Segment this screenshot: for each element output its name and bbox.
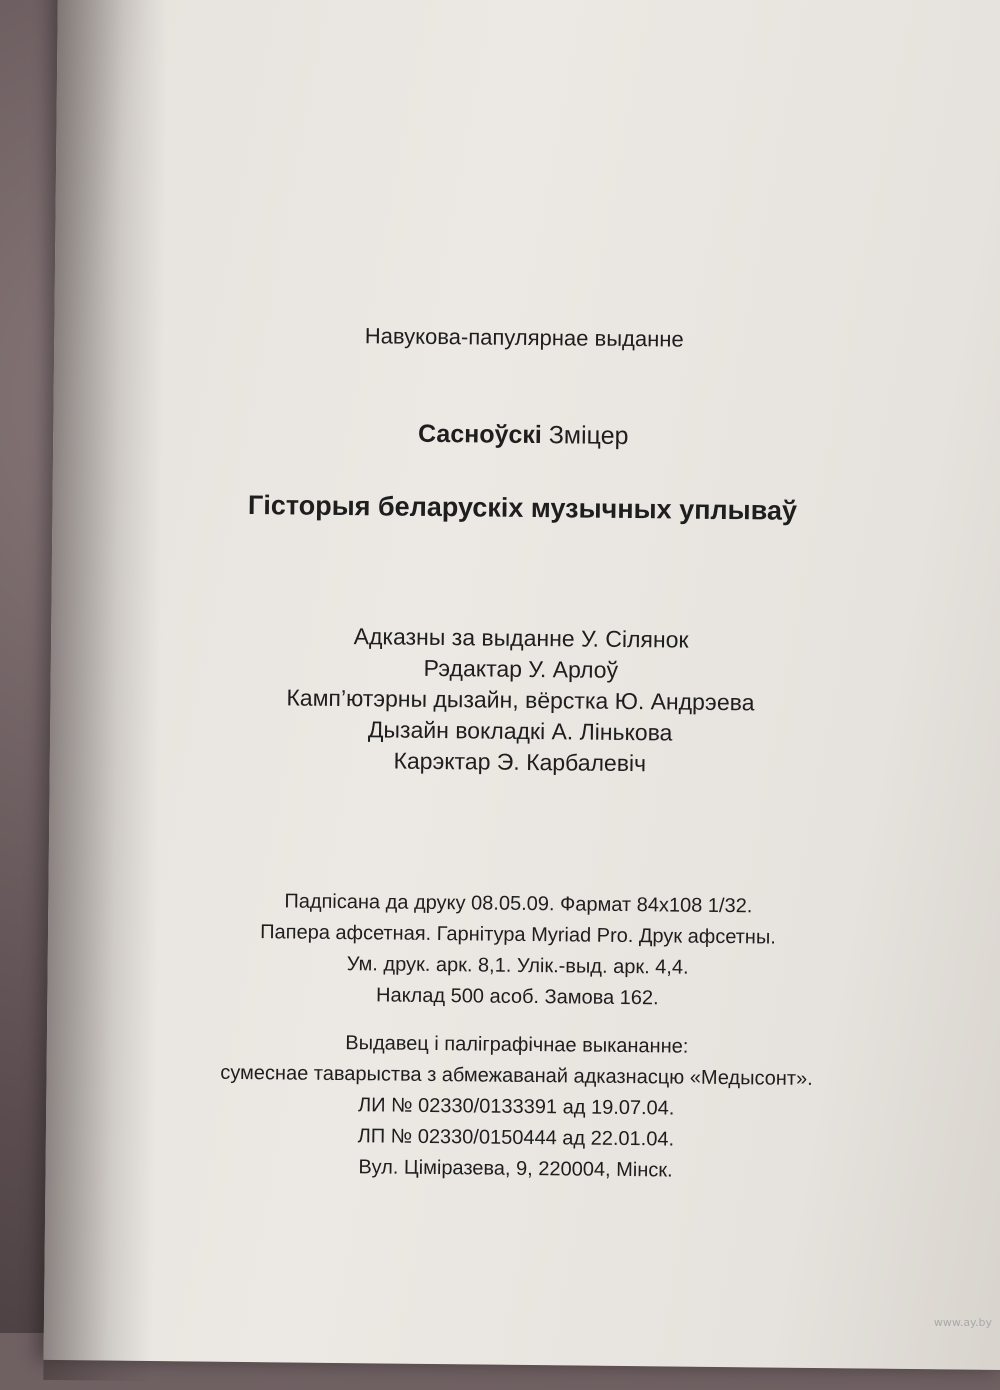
imprint-line: Наклад 500 асоб. Замова 162. — [375, 984, 659, 1010]
author-line — [53, 416, 993, 455]
imprint-line: Ум. друк. арк. 8,1. Улік.-выд. арк. 4,4. — [346, 953, 689, 979]
publisher-line: Вул. Ціміразева, 9, 220004, Мінск. — [358, 1156, 673, 1182]
credit-line: Карэктар Э. Карбалевіч — [393, 747, 647, 777]
credit-line: Дызайн вокладкі А. Лінькова — [367, 716, 673, 746]
credit-line: Адказны за выданне У. Сілянок — [353, 623, 689, 653]
credits-block — [50, 618, 992, 783]
book-title: Гісторыя беларускіх музычных уплываў — [247, 490, 798, 526]
genre-label: Навукова-папулярнае выданне — [364, 323, 684, 352]
author-surname: Сасноўскі — [417, 419, 542, 450]
publisher-line: Выдавец і паліграфічнае выкананне: — [345, 1032, 689, 1058]
credit-line: Камп’ютэрны дызайн, вёрстка Ю. Андрэева — [286, 684, 755, 716]
publisher-line: ЛИ № 02330/0133391 ад 19.07.04. — [357, 1094, 675, 1120]
imprint-line: Папера афсетная. Гарнітура Myriad Pro. Друк афсетны. — [260, 921, 776, 949]
book-page — [44, 0, 1000, 1370]
imprint-line: Падпісана да друку 08.05.09. Фармат 84х108 1/32. — [284, 890, 753, 918]
publisher-block — [45, 1025, 987, 1190]
credit-line: Рэдактар У. Арлоў — [423, 654, 619, 683]
publisher-line: сумеснае таварыства з абмежаванай адказнасцю «Медысонт». — [220, 1061, 813, 1090]
site-watermark: www.ay.by — [933, 1316, 992, 1329]
author-name: Зміцер — [548, 421, 629, 450]
publisher-line: ЛП № 02330/0150444 ад 22.01.04. — [357, 1125, 675, 1151]
show-through-text — [207, 0, 768, 23]
imprint-block — [47, 884, 988, 1018]
